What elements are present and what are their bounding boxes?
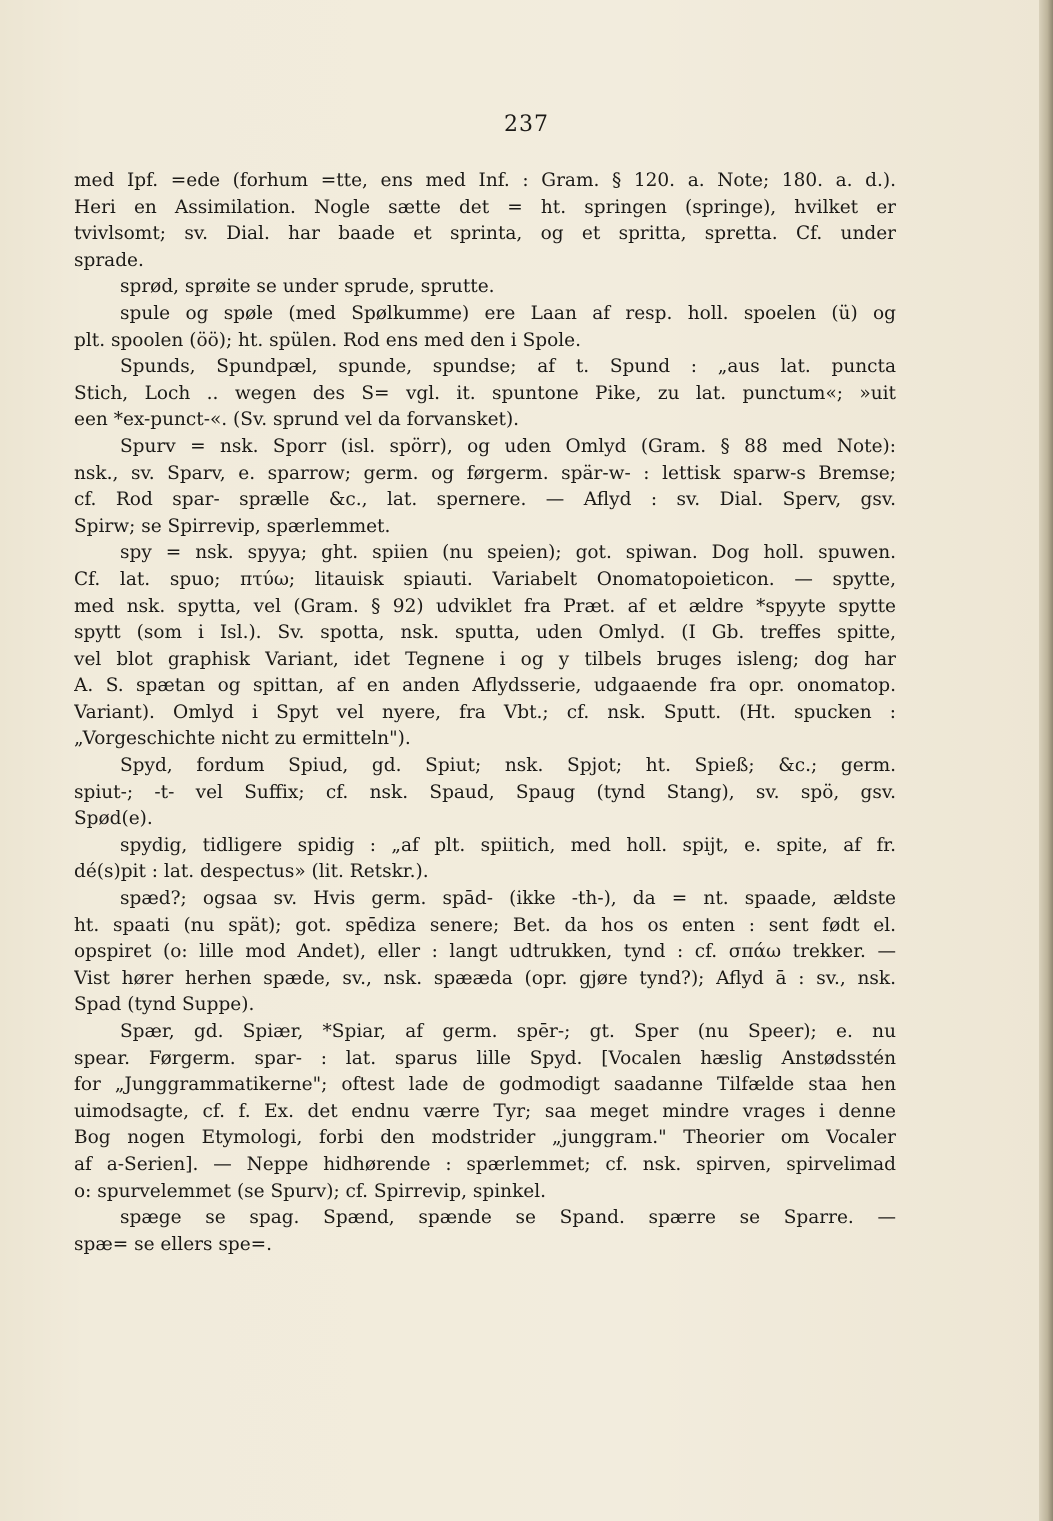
entry-line: sprød, sprøite se under sprude, sprutte. [120, 276, 495, 298]
text-line: Bog nogen Etymologi, forbi den modstrider „junggram." Theorier om Vocaler [74, 1127, 896, 1149]
text-line: „Vorgeschichte nicht zu ermitteln"). [74, 728, 411, 750]
text-line: Spad (tynd Suppe). [74, 994, 255, 1016]
text-line: spiut-; -t- vel Suffix; cf. nsk. Spaud, Spaug (tynd Stang), sv. spö, gsv. [74, 781, 896, 803]
text-line: A. S. spætan og spittan, af en anden Aflydsserie, udgaaende fra opr. onomatop. [74, 675, 896, 697]
entry-line: Spunds, Spundpæl, spunde, spundse; af t. Spund : „aus lat. puncta [120, 356, 896, 378]
text-line: o: spurvelemmet (se Spurv); cf. Spirrevip, spinkel. [74, 1180, 547, 1202]
text-line: dé(s)pit : lat. despectus» (lit. Retskr.). [74, 861, 429, 883]
text-line: een *ex-punct-«. (Sv. sprund vel da forvansket). [74, 409, 520, 431]
text-line: cf. Rod spar- sprælle &c., lat. spernere. — Aflyd : sv. Dial. Sperv, gsv. [74, 489, 896, 511]
text-line: spear. Førgerm. spar- : lat. sparus lille Spyd. [Vocalen hæslig Anstødsstén [74, 1047, 896, 1069]
entry-line: spæd?; ogsaa sv. Hvis germ. spād- (ikke -th-), da = nt. spaade, ældste [120, 888, 896, 910]
entry-line: Spurv = nsk. Sporr (isl. spörr), og uden Omlyd (Gram. § 88 med Note): [120, 435, 896, 457]
text-line: opspiret (o: lille mod Andet), eller : langt udtrukken, tynd : cf. σπάω trekker. — [74, 941, 896, 963]
entry-line: Spær, gd. Spiær, *Spiar, af germ. spēr-; gt. Sper (nu Speer); e. nu [120, 1021, 896, 1042]
text-line: Cf. lat. spuo; πτύω; litauisk spiauti. Variabelt Onomatopoieticon. — spytte, [74, 568, 896, 590]
entry-line: spydig, tidligere spidig : „af plt. spiitich, med holl. spijt, e. spite, af fr. [120, 834, 896, 856]
text-line: Heri en Assimilation. Nogle sætte det = ht. springen (springe), hvilket er [74, 196, 896, 218]
text-line: Stich, Loch .. wegen des S= vgl. it. spuntone Pike, zu lat. punctum«; »uit [74, 382, 896, 404]
text-line: Spød(e). [74, 808, 153, 830]
text-line: spytt (som i Isl.). Sv. spotta, nsk. sputta, uden Omlyd. (I Gb. treffes spitte, [74, 622, 896, 644]
text-line: Vist hører herhen spæde, sv., nsk. spææda (opr. gjøre tynd?); Aflyd ā : sv., nsk. [74, 967, 896, 989]
page-number: 237 [504, 112, 549, 137]
entry-line: spy = nsk. spyya; ght. spiien (nu speien); got. spiwan. Dog holl. spuwen. [120, 542, 896, 564]
text-line: Variant). Omlyd i Spyt vel nyere, fra Vbt.; cf. nsk. Sputt. (Ht. spucken : [74, 701, 896, 723]
text-line: uimodsagte, cf. f. Ex. det endnu værre Tyr; saa meget mindre vrages i denne [74, 1100, 896, 1122]
entry-line: Spyd, fordum Spiud, gd. Spiut; nsk. Spjot; ht. Spieß; &c.; germ. [120, 755, 896, 777]
text-line: af a-Serien]. — Neppe hidhørende : spærlemmet; cf. nsk. spirven, spirvelimad [74, 1153, 896, 1175]
entry-line: spæge se spag. Spænd, spænde se Spand. spærre se Sparre. — [120, 1207, 896, 1229]
page-edge-shadow [1039, 0, 1053, 1521]
entry-line: spule og spøle (med Spølkumme) ere Laan af resp. holl. spoelen (ü) og [120, 302, 896, 324]
text-line: med nsk. spytta, vel (Gram. § 92) udviklet fra Præt. af et ældre *spyyte spytte [74, 595, 896, 617]
text-line: for „Junggrammatikerne"; oftest lade de godmodigt saadanne Tilfælde staa hen [74, 1074, 896, 1096]
text-line: med Ipf. =ede (forhum =tte, ens med Inf. : Gram. § 120. a. Note; 180. a. d.). [74, 170, 896, 191]
text-line: vel blot graphisk Variant, idet Tegnene i og y tilbels bruges isleng; dog har [74, 648, 896, 670]
text-line: spæ= se ellers spe=. [74, 1233, 273, 1255]
text-line: nsk., sv. Sparv, e. sparrow; germ. og førgerm. spär-w- : lettisk sparw-s Bremse; [74, 462, 896, 484]
text-line: Spirw; se Spirrevip, spærlemmet. [74, 515, 391, 537]
dictionary-text-body [74, 168, 896, 1258]
text-line: ht. spaati (nu spät); got. spēdiza senere; Bet. da hos os enten : sent født el. [74, 914, 896, 936]
text-line: sprade. [74, 249, 144, 271]
text-line: tvivlsomt; sv. Dial. har baade et sprinta, og et spritta, spretta. Cf. under [74, 223, 896, 245]
text-line: plt. spoolen (öö); ht. spülen. Rod ens med den i Spole. [74, 329, 581, 351]
